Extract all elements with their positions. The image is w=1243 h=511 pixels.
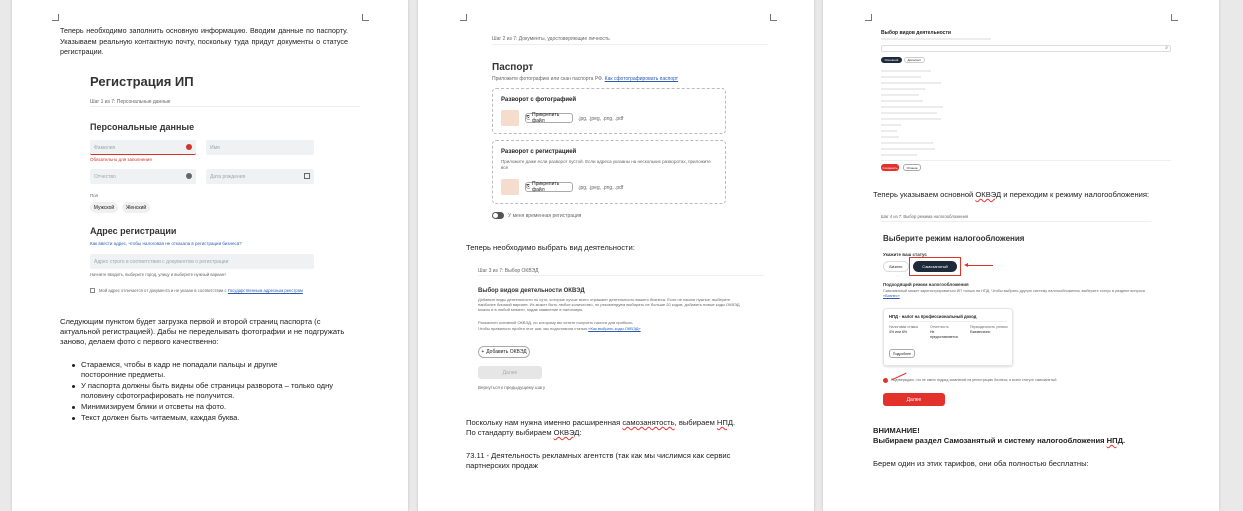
list-item[interactable] <box>881 136 899 138</box>
save-button[interactable]: Сохранить <box>882 165 898 170</box>
checkbox-label: Мой адрес отличается от документа и не указан в соответствии с Государственным адресным реестром <box>99 288 303 293</box>
list-item[interactable] <box>881 142 933 144</box>
card-col-label: Отчетность <box>930 325 949 329</box>
warning-text: Выбираем раздел Самозанятый и систему налогообложения НПД. <box>873 436 1126 445</box>
formats-label: .jpg, .jpeg, .png, .pdf <box>578 185 624 191</box>
passport-thumbnail <box>501 179 519 195</box>
registration-screenshot <box>82 68 362 300</box>
document-page-2 <box>418 0 814 511</box>
address-help-link[interactable]: Как ввести адрес, чтобы налоговая не отказала в регистрации бизнеса? <box>90 241 242 246</box>
card-col-value: Ежемесячно <box>970 330 991 334</box>
address-field[interactable]: Адрес строго в соответствии с документом о регистрации <box>90 254 314 269</box>
registry-link[interactable]: Государственным адресным реестром <box>227 288 303 293</box>
option-business[interactable]: Бизнес <box>883 261 909 272</box>
card-col-value: 4% или 6% <box>889 330 908 334</box>
list-item[interactable] <box>881 148 935 150</box>
gender-female-chip[interactable]: Женский <box>122 202 150 213</box>
list-item[interactable] <box>881 112 937 114</box>
temp-registration-toggle[interactable] <box>492 212 504 219</box>
tab-extra[interactable]: Дополнит. <box>904 57 925 63</box>
list-item[interactable] <box>881 100 923 102</box>
required-error: Обязательно для заполнения <box>90 157 152 162</box>
document-page-3 <box>823 0 1219 511</box>
list-item[interactable] <box>881 130 897 132</box>
okved-description: Добавьте виды деятельности по сути, которые лучше всего отражают деятельность вашего бизнеса. Если не нашли нужное, выберите наиболее близкий вариант. Их может быть любое количество, но рекомендуем выбирать не больше 20 кодов, добавить новые коды ОКВЭД можно и в любой момент, подав заявление в налоговую. <box>478 297 740 313</box>
okved-description-3: Чтобы правильно пройти этот шаг, мы подготовили статью «Как выбрать коды ОКВЭД» <box>478 326 641 331</box>
tab-main[interactable]: Основной <box>881 57 902 63</box>
section-heading: Выбор видов деятельности <box>881 30 951 36</box>
how-to-photo-link[interactable]: Как сфотографировать паспорт <box>604 76 679 82</box>
document-page-1 <box>12 0 408 511</box>
upload-hint: Приложите даже если разворот пустой. Если адреса указаны на нескольких разворотах, приложите все <box>501 159 711 170</box>
step-label: Шаг 1 из 7: Персональные данные <box>90 99 171 105</box>
activity-list-screenshot <box>877 28 1175 174</box>
section-heading: Выбор видов деятельности ОКВЭД <box>478 288 585 294</box>
intro-paragraph: Теперь необходимо заполнить основную информацию. Вводим данные по паспорту. Указываем реальную контактную почту, поскольку туда придут документы о статусе регистрации. <box>60 26 348 56</box>
add-okved-button[interactable]: + Добавить ОКВЭД <box>478 346 530 358</box>
regime-title: Подходящий режим налогообложения <box>883 282 969 287</box>
page-title: Паспорт <box>492 62 534 73</box>
page-title: Регистрация ИП <box>90 74 194 89</box>
card-title: НПД - налог на профессиональный доход <box>889 314 977 319</box>
step-label: Шаг 3 из 7: Выбор ОКВЭД <box>478 268 539 274</box>
subtitle: Приложите фотографию или скан паспорта РФ. Как сфотографировать паспорт <box>492 76 679 82</box>
paragraph-okved-tax: Теперь указываем основной ОКВЭД и переходим к режиму налогообложения: <box>873 190 1150 199</box>
paragraph-passport: Следующим пунктом будет загрузка первой и второй страниц паспорта (с актуальной регистрацией). Дабы не переделывать фотографии и не подгружать заново, делаем фото с первого качественно: <box>60 317 345 346</box>
toggle-label: У меня временная регистрация <box>508 213 582 219</box>
status-question: Укажите ваш статус <box>883 252 927 257</box>
list-item: Стараемся, чтобы в кадр не попадали пальцы и другие посторонние предметы. <box>70 360 356 380</box>
warning-heading: ВНИМАНИЕ! <box>873 426 920 435</box>
npd-card <box>883 308 1013 366</box>
details-button[interactable]: Подробнее <box>889 349 915 358</box>
upload-registration-spread[interactable] <box>492 140 726 204</box>
upload-photo-spread[interactable] <box>492 88 726 134</box>
section-heading: Адрес регистрации <box>90 226 177 236</box>
margin-corner-mark <box>52 14 59 21</box>
patronymic-field[interactable]: Отчество <box>90 169 196 184</box>
margin-corner-mark <box>865 14 872 21</box>
page-title: Выберите режим налогообложения <box>883 234 1025 243</box>
surname-field[interactable]: Фамилия <box>90 140 196 155</box>
option-selfemployed[interactable]: Самозанятый <box>913 261 957 272</box>
business-link[interactable]: «Бизнес» <box>883 293 900 298</box>
okved-article-link[interactable]: «Как выбрать коды ОКВЭД» <box>588 326 641 331</box>
list-item[interactable] <box>881 154 917 156</box>
margin-corner-mark <box>1171 14 1178 21</box>
info-icon <box>186 173 192 179</box>
address-hint: Начните вводить, выберите город, улицу и выберите нужный вариант <box>90 272 227 277</box>
name-field[interactable]: Имя <box>206 140 314 155</box>
passport-screenshot <box>488 28 768 224</box>
card-col-label: Периодичность уплаты <box>970 325 1008 329</box>
card-col-value: Не предоставляется <box>930 330 958 339</box>
calendar-icon <box>304 173 310 179</box>
upload-title: Разворот с фотографией <box>501 97 577 103</box>
next-button[interactable]: Далее <box>478 366 542 379</box>
list-item[interactable] <box>881 88 925 90</box>
paperclip-icon: ⎘ <box>526 115 531 121</box>
upload-title: Разворот с регистрацией <box>501 149 577 155</box>
next-button[interactable]: Далее <box>883 393 945 406</box>
list-item: Текст должен быть читаемым, каждая буква. <box>70 413 356 423</box>
regime-description: Самозанятый может зарегистрироваться ИП только на НПД. Чтобы выбрать другую систему налогообложения, выберите статус в разделе вопроса «Бизнес» <box>883 289 1145 298</box>
section-heading: Персональные данные <box>90 122 195 132</box>
list-item[interactable] <box>881 118 941 120</box>
okved-description-2: Разъяснен основной ОКВЭД, по которому вы хотите получить налоги для прибыль. <box>478 320 634 325</box>
arrow-annotation <box>967 265 993 266</box>
search-icon: ⌕ <box>1165 45 1168 51</box>
list-item[interactable] <box>881 106 943 108</box>
paragraph-npd: Поскольку нам нужна именно расширенная самозанятость, выбираем НПД. По стандарту выбираем ОКВЭД: <box>466 418 736 437</box>
passport-thumbnail <box>501 110 519 126</box>
step-label: Шаг 4 из 7: Выбор режима налогообложения <box>881 214 969 219</box>
margin-corner-mark <box>770 14 777 21</box>
confirm-checkbox[interactable] <box>883 378 888 383</box>
attach-file-button[interactable]: ⎘ Прикрепить файл <box>525 113 573 123</box>
confirm-label: Подтверждаю, что не имею подряд заявлений на регистрацию бизнеса, в моем статусе самозанятый <box>891 378 1057 382</box>
list-item[interactable] <box>881 94 919 96</box>
list-item[interactable] <box>881 70 931 72</box>
birthdate-field[interactable]: Дата рождения <box>206 169 314 184</box>
paragraph-okved-code: 73.11 - Деятельность рекламных агентств (так как мы числимся как сервис партнерских продаж <box>466 451 731 470</box>
plus-icon: + <box>481 349 485 355</box>
bullet-list <box>70 360 356 424</box>
list-item[interactable] <box>881 76 921 78</box>
error-icon <box>186 144 192 150</box>
tax-regime-screenshot <box>881 210 1177 410</box>
margin-corner-mark <box>362 14 369 21</box>
margin-corner-mark <box>460 14 467 21</box>
list-item[interactable] <box>881 82 941 84</box>
paragraph-activity: Теперь необходимо выбрать вид деятельности: <box>466 243 635 252</box>
attach-file-button[interactable]: ⎘ Прикрепить файл <box>525 182 573 192</box>
address-checkbox[interactable] <box>90 288 95 293</box>
gender-male-chip[interactable]: Мужской <box>90 202 118 213</box>
paperclip-icon: ⎘ <box>526 184 531 190</box>
back-link[interactable]: Вернуться к предыдущему шагу <box>478 385 546 390</box>
cancel-button[interactable]: Отмена <box>903 164 921 171</box>
list-item: У паспорта должны быть видны обе страницы разворота – только одну половину сфотографировать не получится. <box>70 381 356 401</box>
list-item[interactable] <box>881 124 901 126</box>
step-label: Шаг 2 из 7: Документы, удостоверяющие личность <box>492 36 610 42</box>
search-input[interactable] <box>881 45 1171 52</box>
okved-screenshot <box>478 266 764 394</box>
gender-label: Пол <box>90 193 99 198</box>
list-item: Минимизируем блики и отсветы на фото. <box>70 402 356 412</box>
paragraph-tariffs: Берем один из этих тарифов, они оба полностью бесплатны: <box>873 459 1089 468</box>
formats-label: .jpg, .jpeg, .png, .pdf <box>578 116 624 122</box>
card-col-label: Налоговая ставка <box>889 325 918 329</box>
